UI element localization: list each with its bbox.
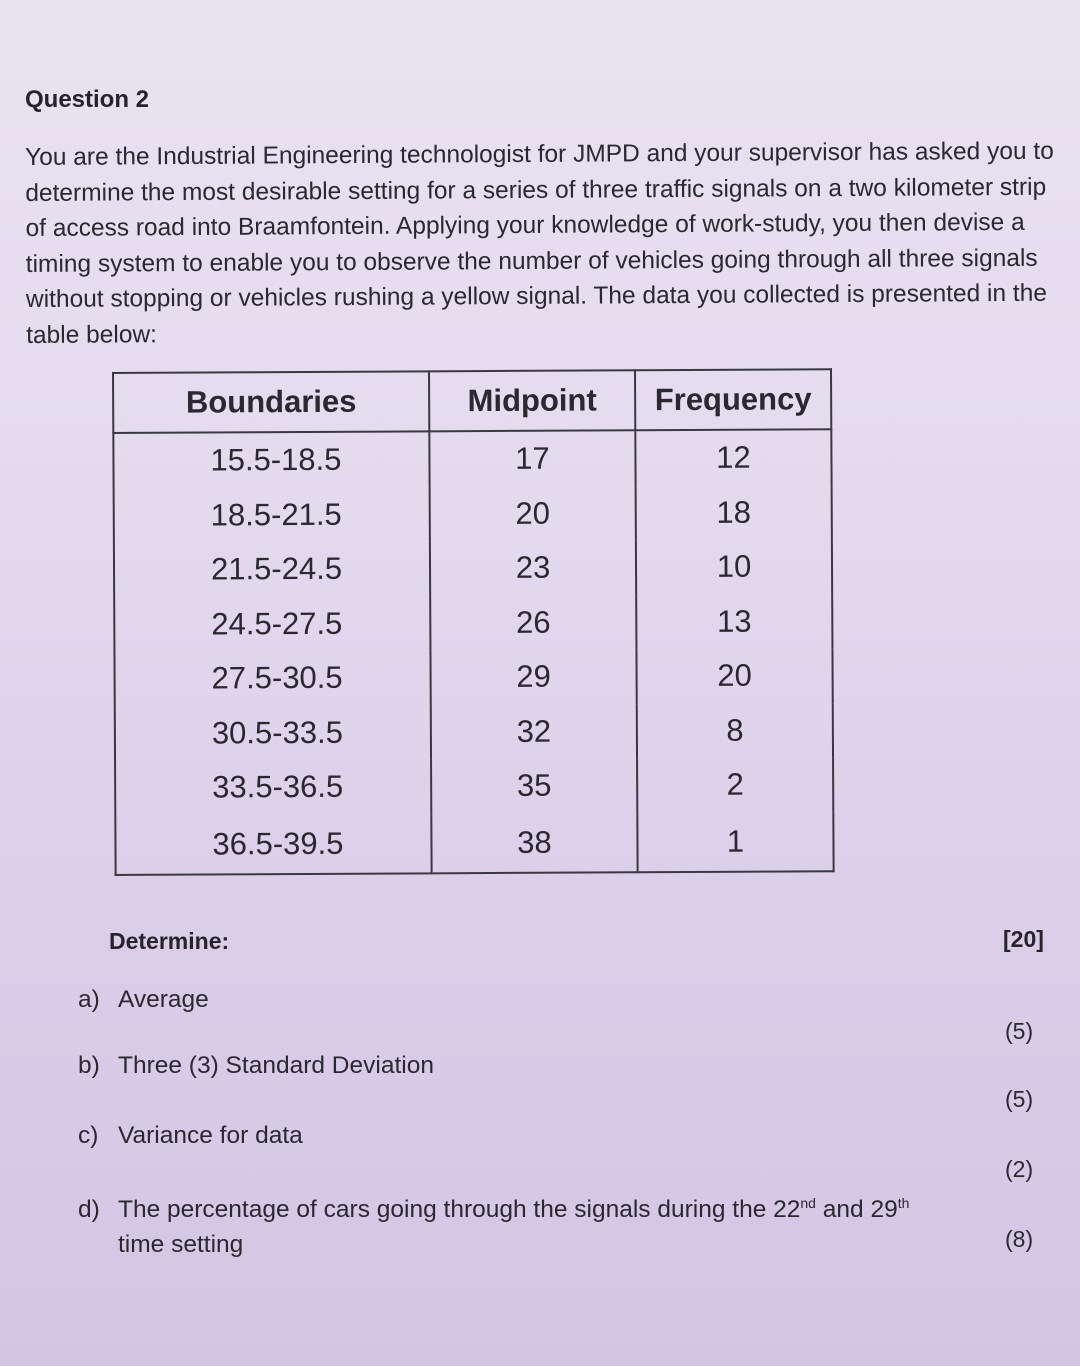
cell-frequency: 2: [637, 757, 833, 813]
sub-question-text: Three (3) Standard Deviation: [118, 1052, 434, 1079]
marks-d: (8): [1005, 1226, 1034, 1252]
sub-question-letter: c): [78, 1122, 99, 1149]
table-row: [113, 429, 831, 488]
sub-question-text-continued: time setting: [118, 1231, 244, 1259]
cell-boundaries: 30.5-33.5: [115, 705, 431, 761]
sub-question-letter: b): [78, 1052, 100, 1079]
cell-boundaries: 21.5-24.5: [114, 541, 430, 597]
marks-a: (5): [1005, 1018, 1034, 1044]
cell-frequency: 18: [636, 485, 832, 541]
cell-frequency: 13: [636, 594, 832, 650]
table-row: [114, 485, 832, 543]
cell-midpoint: 38: [431, 813, 637, 873]
sub-question-b: [78, 1048, 434, 1083]
cell-frequency: 10: [636, 539, 832, 595]
sub-question-c: [78, 1118, 303, 1153]
cell-frequency: 8: [637, 703, 833, 759]
cell-midpoint: 29: [430, 649, 636, 705]
cell-frequency: 12: [635, 429, 831, 486]
marks-c: (2): [1005, 1156, 1034, 1182]
cell-midpoint: 26: [430, 595, 636, 651]
cell-midpoint: 32: [431, 704, 637, 760]
table-row: [114, 594, 832, 652]
table-row: [114, 648, 832, 706]
header-frequency: Frequency: [635, 369, 831, 430]
sub-question-text: Average: [118, 986, 209, 1013]
sub-question-text: The percentage of cars going through the signals during the 22: [118, 1196, 801, 1224]
cell-boundaries: 15.5-18.5: [113, 431, 429, 488]
header-midpoint: Midpoint: [429, 370, 635, 431]
sub-question-text: Variance for data: [118, 1122, 303, 1149]
table-header-row: [113, 369, 831, 433]
data-table-container: [112, 368, 835, 875]
sub-question-letter: d): [78, 1196, 100, 1224]
sub-question-text-mid: and 29: [815, 1196, 898, 1224]
cell-midpoint: 23: [430, 540, 636, 596]
cell-boundaries: 18.5-21.5: [114, 487, 430, 543]
cell-midpoint: 17: [429, 430, 635, 487]
question-intro: You are the Industrial Engineering technologist for JMPD and your supervisor has asked you to determine the most desirable setting for a series of three traffic signals on a two kilometer strip of access road into Braamfontein. Applying your knowledge of work-study, you then devise a timing system to enable you to observe the number of vehicles going through all three signals without stopping or vehicles rushing a yellow signal. The data you collected is presented in the table below:: [25, 137, 1054, 349]
determine-label: Determine:: [109, 928, 230, 954]
sub-question-letter: a): [78, 986, 100, 1013]
header-boundaries: Boundaries: [113, 371, 429, 433]
cell-midpoint: 20: [430, 486, 636, 542]
cell-frequency: 20: [636, 648, 832, 704]
cell-boundaries: 33.5-36.5: [115, 759, 431, 815]
sub-question-a: [78, 982, 209, 1017]
superscript-nd: nd: [800, 1195, 816, 1211]
cell-boundaries: 36.5-39.5: [115, 814, 431, 875]
table-row: [115, 757, 833, 815]
cell-boundaries: 27.5-30.5: [114, 650, 430, 706]
cell-midpoint: 35: [431, 758, 637, 814]
question-title: Question 2: [25, 86, 150, 113]
table-row: [115, 812, 833, 875]
frequency-table: [112, 368, 835, 875]
cell-frequency: 1: [637, 812, 833, 872]
total-marks: [20]: [1003, 926, 1044, 952]
table-row: [115, 703, 833, 761]
table-row: [114, 539, 832, 597]
sub-question-d: [78, 1186, 909, 1262]
marks-b: (5): [1005, 1086, 1034, 1112]
cell-boundaries: 24.5-27.5: [114, 596, 430, 652]
superscript-th: th: [897, 1195, 910, 1211]
